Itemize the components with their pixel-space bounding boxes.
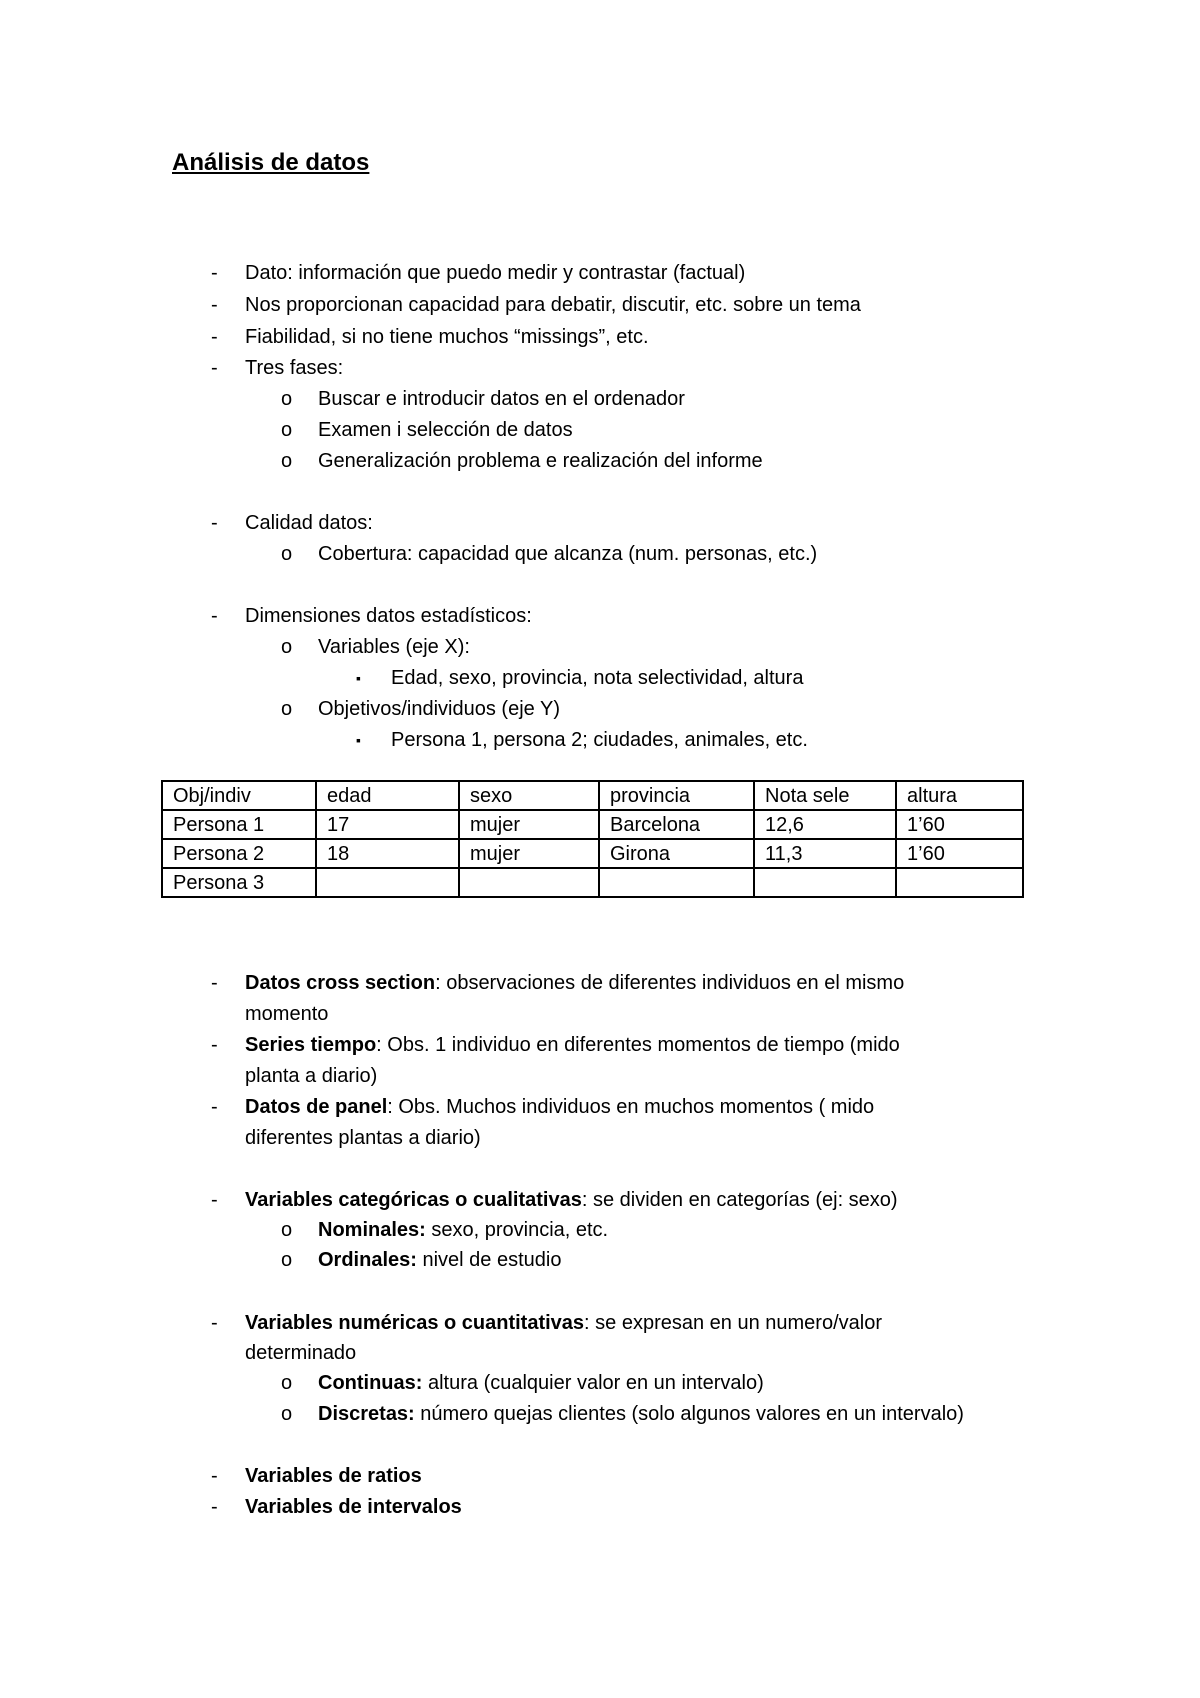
table-cell: Girona [599, 839, 754, 868]
dash-bullet: - [211, 294, 218, 316]
table-cell: 1’60 [896, 839, 1023, 868]
list-item-continuation: determinado [245, 1342, 357, 1364]
sub-list-item: o Discretas: número quejas clientes (solo algunos valores en un intervalo) [318, 1399, 964, 1429]
table-cell [599, 868, 754, 897]
dash-bullet: - [211, 512, 218, 534]
sub-sub-list-item: ▪ Persona 1, persona 2; ciudades, animales, etc. [391, 725, 808, 755]
sub-list-item: o Ordinales: nivel de estudio [318, 1245, 561, 1275]
table-cell [459, 868, 599, 897]
table-cell: Persona 1 [162, 810, 316, 839]
table-row [162, 868, 1023, 897]
dash-bullet: - [211, 326, 218, 348]
circle-bullet: o [281, 543, 293, 565]
table-cell: 17 [316, 810, 459, 839]
circle-bullet: o [281, 1219, 293, 1241]
circle-bullet: o [281, 1249, 293, 1271]
circle-bullet: o [281, 450, 293, 472]
table-header-cell: Obj/indiv [162, 781, 316, 810]
page-title: Análisis de datos [172, 149, 370, 176]
data-table [161, 780, 1024, 898]
sub-list-item: o Nominales: sexo, provincia, etc. [318, 1215, 608, 1245]
dash-bullet: - [211, 1034, 218, 1056]
table-row [162, 839, 1023, 868]
sub-list-item: o Continuas: altura (cualquier valor en un intervalo) [318, 1368, 764, 1398]
circle-bullet: o [281, 1372, 293, 1394]
circle-bullet: o [281, 698, 293, 720]
dash-bullet: - [211, 605, 218, 627]
table-cell [316, 868, 459, 897]
dash-bullet: - [211, 1096, 218, 1118]
table-cell [754, 868, 896, 897]
table-header-cell: provincia [599, 781, 754, 810]
dash-bullet: - [211, 262, 218, 284]
list-item: - Variables de intervalos [245, 1492, 462, 1522]
list-item: - Dato: información que puedo medir y contrastar (factual) [245, 258, 745, 288]
dash-bullet: - [211, 972, 218, 994]
list-item: - Nos proporcionan capacidad para debatir, discutir, etc. sobre un tema [245, 290, 861, 320]
table-cell [896, 868, 1023, 897]
list-item: - Variables numéricas o cuantitativas: se expresan en un numero/valor [245, 1308, 882, 1338]
list-item: - Series tiempo: Obs. 1 individuo en diferentes momentos de tiempo (mido [245, 1030, 900, 1060]
sub-sub-list-item: ▪ Edad, sexo, provincia, nota selectividad, altura [391, 663, 803, 693]
table-cell: mujer [459, 810, 599, 839]
sub-list-item: o Buscar e introducir datos en el ordenador [318, 384, 685, 414]
circle-bullet: o [281, 636, 293, 658]
table-header-cell: altura [896, 781, 1023, 810]
table-header-row [162, 781, 1023, 810]
table-cell: mujer [459, 839, 599, 868]
list-item: - Datos cross section: observaciones de diferentes individuos en el mismo [245, 968, 904, 998]
sub-list-item: o Cobertura: capacidad que alcanza (num. personas, etc.) [318, 539, 817, 569]
list-item-continuation: diferentes plantas a diario) [245, 1127, 481, 1149]
table-cell: 12,6 [754, 810, 896, 839]
list-item: - Tres fases: [245, 353, 343, 383]
sub-list-item: o Generalización problema e realización del informe [318, 446, 763, 476]
list-item-continuation: planta a diario) [245, 1065, 378, 1087]
sub-list-item: o Variables (eje X): [318, 632, 470, 662]
dash-bullet: - [211, 1312, 218, 1334]
table-header-cell: sexo [459, 781, 599, 810]
table-cell: 1’60 [896, 810, 1023, 839]
sub-list-item: o Objetivos/individuos (eje Y) [318, 694, 560, 724]
sub-list-item: o Examen i selección de datos [318, 415, 573, 445]
table-header-cell: edad [316, 781, 459, 810]
list-item-continuation: momento [245, 1003, 329, 1025]
square-bullet: ▪ [356, 670, 361, 686]
list-item: - Calidad datos: [245, 508, 373, 538]
list-item: - Datos de panel: Obs. Muchos individuos en muchos momentos ( mido [245, 1092, 874, 1122]
dash-bullet: - [211, 357, 218, 379]
dash-bullet: - [211, 1189, 218, 1211]
list-item: - Dimensiones datos estadísticos: [245, 601, 532, 631]
dash-bullet: - [211, 1496, 218, 1518]
circle-bullet: o [281, 1403, 293, 1425]
list-item: - Fiabilidad, si no tiene muchos “missings”, etc. [245, 322, 649, 352]
list-item: - Variables de ratios [245, 1461, 422, 1491]
circle-bullet: o [281, 419, 293, 441]
table-cell: Persona 3 [162, 868, 316, 897]
list-item: - Variables categóricas o cualitativas: se dividen en categorías (ej: sexo) [245, 1185, 898, 1215]
table-row [162, 810, 1023, 839]
table-cell: Barcelona [599, 810, 754, 839]
table-cell: 18 [316, 839, 459, 868]
table-cell: 11,3 [754, 839, 896, 868]
table-cell: Persona 2 [162, 839, 316, 868]
table-header-cell: Nota sele [754, 781, 896, 810]
dash-bullet: - [211, 1465, 218, 1487]
circle-bullet: o [281, 388, 293, 410]
square-bullet: ▪ [356, 732, 361, 748]
